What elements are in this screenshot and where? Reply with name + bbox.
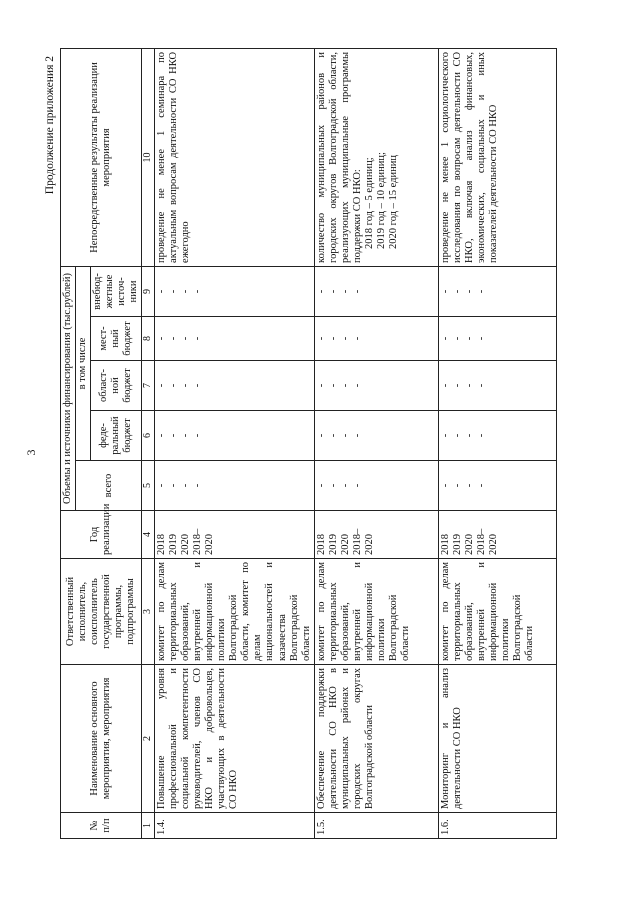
offbudget-value: - xyxy=(451,289,463,294)
year-value: 2020 xyxy=(180,534,191,555)
header-total: всего xyxy=(76,461,142,511)
header-name: Наименование основного мероприятия, мероприятия xyxy=(61,665,142,813)
header-result: Непосредственные результаты реализации мероприятия xyxy=(61,48,142,266)
result-text: количество муниципальных районов и городских округов Волгоградской области, реализующих муниципальные программы поддержки СО НКО: xyxy=(315,51,363,263)
col-number: 3 xyxy=(142,559,155,665)
total-value: - xyxy=(475,483,487,488)
column-numbers-row xyxy=(142,48,155,838)
result xyxy=(154,48,314,266)
year xyxy=(154,511,314,559)
offbudget-value: - xyxy=(439,289,451,294)
col-number: 10 xyxy=(142,48,155,266)
table-row xyxy=(314,48,438,838)
offbudget-value: - xyxy=(167,289,179,294)
local-value: - xyxy=(351,336,363,341)
local xyxy=(438,317,556,361)
result-text: проведение не менее 1 социологического исследования по вопросам деятельности СО НКО, включая анализ финансовых, экономических, социальных и иных показателей деятельности СО НКО xyxy=(439,51,499,263)
col-number: 7 xyxy=(142,361,155,411)
offbudget xyxy=(154,266,314,316)
federal-value: - xyxy=(475,433,487,438)
total-value: - xyxy=(451,483,463,488)
regional-value: - xyxy=(439,383,451,388)
header-incl: в том числе xyxy=(76,266,91,460)
offbudget-value: - xyxy=(192,289,204,294)
header-year: Год реализации xyxy=(61,511,142,559)
federal-value: - xyxy=(339,433,351,438)
year-value: 2019 xyxy=(327,534,339,555)
year-value: 2018 xyxy=(315,534,327,555)
federal-value: - xyxy=(463,433,475,438)
year-value: 2018–2020 xyxy=(351,528,375,555)
total-value: - xyxy=(463,483,475,488)
regional-value: - xyxy=(475,383,487,388)
executor: комитет по делам территориальных образований, внутренней и информационной политики Волгоградской области xyxy=(314,559,438,665)
local-value: - xyxy=(475,336,487,341)
federal xyxy=(154,411,314,461)
result xyxy=(314,48,438,266)
local-value: - xyxy=(439,336,451,341)
local-value: - xyxy=(180,336,191,341)
measure-name: Повышение уровня профессиональной и социальной компетентности руководителей, членов СО НКО и добровольцев, участвующих в деятельности СО НКО xyxy=(154,665,314,813)
regional xyxy=(154,361,314,411)
continuation-title: Продолжение приложения 2 xyxy=(44,56,56,195)
result-text: проведение не менее 1 семинара по актуальным вопросам деятельности СО НКО ежегодно xyxy=(155,51,191,263)
year-value: 2018 xyxy=(439,534,451,555)
result-line: 2018 год – 5 единиц; xyxy=(363,157,375,249)
offbudget xyxy=(314,266,438,316)
year-value: 2019 xyxy=(167,534,179,555)
year-value: 2018–2020 xyxy=(475,528,499,555)
year-value: 2018–2020 xyxy=(192,528,216,555)
header-offbudget: внебюд-жетные источ-ники xyxy=(91,266,142,316)
col-number: 8 xyxy=(142,317,155,361)
local-value: - xyxy=(463,336,475,341)
program-table xyxy=(60,48,557,839)
federal-value: - xyxy=(167,433,179,438)
total-value: - xyxy=(180,483,191,488)
federal-value: - xyxy=(192,433,204,438)
regional-value: - xyxy=(339,383,351,388)
total-value: - xyxy=(192,483,204,488)
total-value: - xyxy=(327,483,339,488)
total xyxy=(154,461,314,511)
col-number: 1 xyxy=(142,813,155,839)
year-value: 2020 xyxy=(463,534,475,555)
regional-value: - xyxy=(327,383,339,388)
regional-value: - xyxy=(315,383,327,388)
total xyxy=(438,461,556,511)
federal xyxy=(314,411,438,461)
offbudget xyxy=(438,266,556,316)
federal xyxy=(438,411,556,461)
total-value: - xyxy=(351,483,363,488)
year-value: 2019 xyxy=(451,534,463,555)
local-value: - xyxy=(327,336,339,341)
regional-value: - xyxy=(155,383,167,388)
regional-value: - xyxy=(192,383,204,388)
header-num: № п/п xyxy=(61,813,142,839)
total-value: - xyxy=(315,483,327,488)
year xyxy=(314,511,438,559)
total-value: - xyxy=(339,483,351,488)
regional-value: - xyxy=(351,383,363,388)
offbudget-value: - xyxy=(180,289,191,294)
table-row xyxy=(438,48,556,838)
total-value: - xyxy=(167,483,179,488)
result xyxy=(438,48,556,266)
total xyxy=(314,461,438,511)
col-number: 4 xyxy=(142,511,155,559)
measure-name: Обеспечение поддержки деятельности СО НКО в муниципальных районах и городских округах Волгоградской области xyxy=(314,665,438,813)
row-number: 1.4. xyxy=(154,813,314,839)
federal-value: - xyxy=(155,433,167,438)
federal-value: - xyxy=(351,433,363,438)
year xyxy=(438,511,556,559)
federal-value: - xyxy=(180,433,191,438)
offbudget-value: - xyxy=(475,289,487,294)
col-number: 9 xyxy=(142,266,155,316)
local xyxy=(314,317,438,361)
regional-value: - xyxy=(167,383,179,388)
offbudget-value: - xyxy=(155,289,167,294)
offbudget-value: - xyxy=(315,289,327,294)
regional-value: - xyxy=(451,383,463,388)
header-regional: област-ной бюджет xyxy=(91,361,142,411)
page-number: 3 xyxy=(24,449,38,456)
regional xyxy=(314,361,438,411)
local-value: - xyxy=(167,336,179,341)
measure-name: Мониторинг и анализ деятельности СО НКО xyxy=(438,665,556,813)
offbudget-value: - xyxy=(463,289,475,294)
executor: комитет по делам территориальных образований, внутренней и информационной политики Волгоградской области xyxy=(438,559,556,665)
local-value: - xyxy=(155,336,167,341)
total-value: - xyxy=(155,483,167,488)
federal-value: - xyxy=(315,433,327,438)
offbudget-value: - xyxy=(339,289,351,294)
federal-value: - xyxy=(451,433,463,438)
col-number: 2 xyxy=(142,665,155,813)
year-value: 2018 xyxy=(155,534,167,555)
regional-value: - xyxy=(180,383,191,388)
row-number: 1.5. xyxy=(314,813,438,839)
federal-value: - xyxy=(439,433,451,438)
header-funding: Объемы и источники финансирования (тыс.рублей) xyxy=(61,266,76,510)
federal-value: - xyxy=(327,433,339,438)
header-local: мест-ный бюджет xyxy=(91,317,142,361)
result-line: 2020 год – 15 единиц xyxy=(388,155,400,249)
header-federal: феде-ральный бюджет xyxy=(91,411,142,461)
year-value: 2020 xyxy=(339,534,351,555)
regional-value: - xyxy=(463,383,475,388)
local-value: - xyxy=(315,336,327,341)
offbudget-value: - xyxy=(327,289,339,294)
col-number: 5 xyxy=(142,461,155,511)
total-value: - xyxy=(439,483,451,488)
col-number: 6 xyxy=(142,411,155,461)
local-value: - xyxy=(451,336,463,341)
local xyxy=(154,317,314,361)
table-row xyxy=(154,48,314,838)
header-executor: Ответственный исполнитель, соисполнитель государственной программы, подпрограммы xyxy=(61,559,142,665)
regional xyxy=(438,361,556,411)
executor: комитет по делам территориальных образований, внутренней и информационной политики Волгоградской области, комитет по делам национальностей и казачества Волгоградской области xyxy=(154,559,314,665)
result-line: 2019 год – 10 единиц; xyxy=(376,152,387,249)
local-value: - xyxy=(192,336,204,341)
row-number: 1.6. xyxy=(438,813,556,839)
local-value: - xyxy=(339,336,351,341)
offbudget-value: - xyxy=(351,289,363,294)
